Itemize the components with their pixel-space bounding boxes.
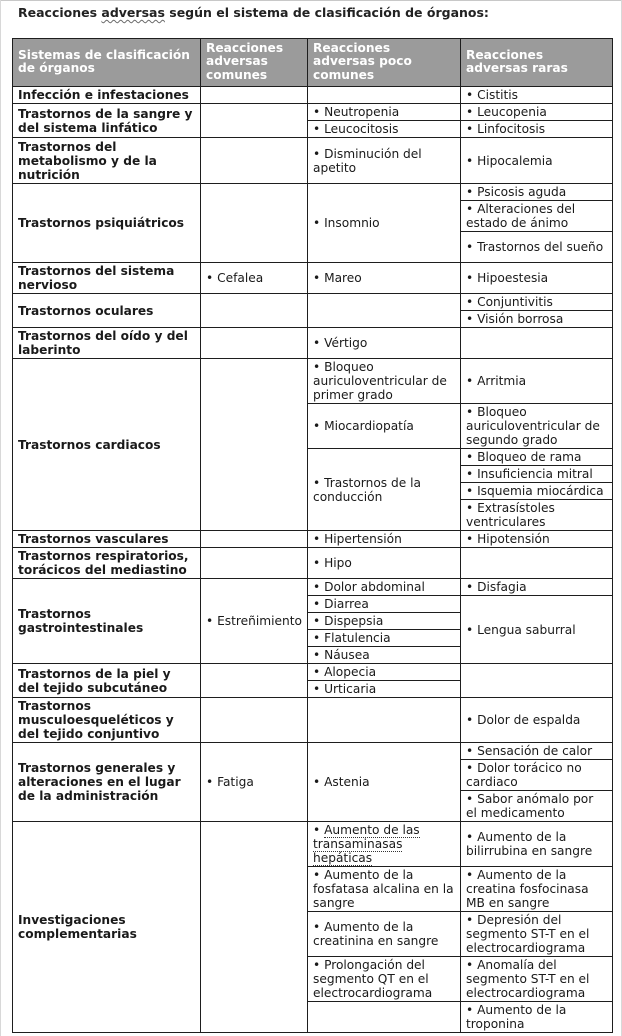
empty-cell	[308, 698, 461, 743]
empty-cell	[201, 104, 308, 138]
organ-class-cell: Trastornos respiratorios, torácicos del mediastino	[13, 548, 201, 579]
rare-reaction: • Sensación de calor	[461, 743, 613, 760]
empty-cell	[201, 184, 308, 263]
empty-cell	[201, 294, 308, 328]
common-reaction: • Cefalea	[201, 263, 308, 294]
empty-cell	[201, 531, 308, 548]
organ-class-cell: Trastornos del metabolismo y de la nutrición	[13, 138, 201, 184]
page-left-border	[0, 0, 1, 1036]
heading-text-start: Reacciones	[18, 5, 102, 20]
rare-reaction: • Sabor anómalo por el medicamento	[461, 791, 613, 822]
rare-reaction: • Bloqueo auriculoventricular de segundo grado	[461, 404, 613, 449]
page-top-border	[0, 0, 622, 1]
organ-class-cell: Trastornos psiquiátricos	[13, 184, 201, 263]
table-row	[13, 698, 613, 743]
rare-reaction: • Anomalía del segmento ST-T en el electrocardiograma	[461, 957, 613, 1002]
rare-reaction: • Dolor torácico no cardiaco	[461, 760, 613, 791]
empty-cell	[308, 294, 461, 328]
rare-reaction: • Psicosis aguda	[461, 184, 613, 201]
empty-cell	[308, 87, 461, 104]
table-row	[13, 328, 613, 359]
table-row	[13, 359, 613, 404]
table-row	[13, 87, 613, 104]
organ-class-cell: Trastornos musculoesqueléticos y del tejido conjuntivo	[13, 698, 201, 743]
uncommon-reaction: • Bloqueo auriculoventricular de primer grado	[308, 359, 461, 404]
organ-class-cell: Trastornos cardiacos	[13, 359, 201, 531]
uncommon-reaction: • Neutropenia	[308, 104, 461, 121]
table-row	[13, 822, 613, 867]
table-row	[13, 294, 613, 311]
uncommon-reaction-text: Aumento de las transaminasas hepáticas	[313, 823, 420, 865]
table-row	[13, 138, 613, 184]
uncommon-reaction: • Trastornos de la conducción	[308, 449, 461, 531]
table-row	[13, 263, 613, 294]
uncommon-reaction: • Dolor abdominal	[308, 579, 461, 596]
table-row	[13, 664, 613, 681]
rare-reaction: • Aumento de la bilirrubina en sangre	[461, 822, 613, 867]
rare-reaction: • Isquemia miocárdica	[461, 483, 613, 500]
header-rare: Reacciones adversas raras	[461, 39, 613, 87]
rare-reaction: • Bloqueo de rama	[461, 449, 613, 466]
empty-cell	[461, 548, 613, 579]
rare-reaction: • Disfagia	[461, 579, 613, 596]
rare-reaction: • Hipotensión	[461, 531, 613, 548]
spellcheck-marked-word: adversas	[101, 5, 165, 20]
uncommon-reaction: • Hipertensión	[308, 531, 461, 548]
rare-reaction: • Arritmia	[461, 359, 613, 404]
adverse-reactions-table	[12, 38, 613, 1033]
rare-reaction: • Cistitis	[461, 87, 613, 104]
uncommon-reaction: • Astenia	[308, 743, 461, 822]
uncommon-reaction: • Náusea	[308, 647, 461, 664]
uncommon-reaction: • Prolongación del segmento QT en el electrocardiograma	[308, 957, 461, 1002]
common-reaction: • Fatiga	[201, 743, 308, 822]
organ-class-cell: Trastornos generales y alteraciones en el lugar de la administración	[13, 743, 201, 822]
uncommon-reaction	[308, 822, 461, 867]
heading-text-end: según el sistema de clasificación de órganos:	[164, 5, 489, 20]
table-header-row	[13, 39, 613, 87]
empty-cell	[201, 328, 308, 359]
empty-cell	[308, 1002, 461, 1033]
uncommon-reaction: • Alopecia	[308, 664, 461, 681]
rare-reaction: • Linfocitosis	[461, 121, 613, 138]
organ-class-cell: Trastornos del sistema nervioso	[13, 263, 201, 294]
rare-reaction: • Leucopenia	[461, 104, 613, 121]
rare-reaction: • Visión borrosa	[461, 311, 613, 328]
empty-cell	[201, 138, 308, 184]
header-organ-class: Sistemas de clasificación de órganos	[13, 39, 201, 87]
uncommon-reaction: • Leucocitosis	[308, 121, 461, 138]
uncommon-reaction: • Urticaria	[308, 681, 461, 698]
empty-cell	[461, 664, 613, 698]
table-row	[13, 531, 613, 548]
uncommon-reaction: • Aumento de la creatinina en sangre	[308, 912, 461, 957]
organ-class-cell: Trastornos de la sangre y del sistema linfático	[13, 104, 201, 138]
header-uncommon: Reacciones adversas poco comunes	[308, 39, 461, 87]
rare-reaction: • Depresión del segmento ST-T en el electrocardiograma	[461, 912, 613, 957]
rare-reaction: • Alteraciones del estado de ánimo	[461, 201, 613, 232]
rare-reaction: • Aumento de la creatina fosfocinasa MB en sangre	[461, 867, 613, 912]
empty-cell	[201, 698, 308, 743]
rare-reaction: • Trastornos del sueño	[461, 232, 613, 263]
organ-class-cell: Trastornos del oído y del laberinto	[13, 328, 201, 359]
common-reaction: • Estreñimiento	[201, 579, 308, 664]
rare-reaction: • Hipoestesia	[461, 263, 613, 294]
empty-cell	[201, 822, 308, 1033]
uncommon-reaction: • Hipo	[308, 548, 461, 579]
rare-reaction: • Insuficiencia mitral	[461, 466, 613, 483]
organ-class-cell: Trastornos de la piel y del tejido subcutáneo	[13, 664, 201, 698]
rare-reaction: • Hipocalemia	[461, 138, 613, 184]
header-common: Reacciones adversas comunes	[201, 39, 308, 87]
organ-class-cell: Investigaciones complementarias	[13, 822, 201, 1033]
empty-cell	[461, 328, 613, 359]
organ-class-cell: Infección e infestaciones	[13, 87, 201, 104]
organ-class-cell: Trastornos oculares	[13, 294, 201, 328]
uncommon-reaction: • Dispepsia	[308, 613, 461, 630]
section-heading	[18, 5, 489, 20]
rare-reaction: • Dolor de espalda	[461, 698, 613, 743]
uncommon-reaction: • Disminución del apetito	[308, 138, 461, 184]
table-row	[13, 743, 613, 760]
empty-cell	[201, 664, 308, 698]
rare-reaction: • Conjuntivitis	[461, 294, 613, 311]
empty-cell	[201, 359, 308, 531]
uncommon-reaction: • Mareo	[308, 263, 461, 294]
uncommon-reaction: • Insomnio	[308, 184, 461, 263]
table-row	[13, 579, 613, 596]
uncommon-reaction: • Vértigo	[308, 328, 461, 359]
rare-reaction: • Extrasístoles ventriculares	[461, 500, 613, 531]
table-row	[13, 548, 613, 579]
uncommon-reaction: • Flatulencia	[308, 630, 461, 647]
rare-reaction: • Aumento de la troponina	[461, 1002, 613, 1033]
uncommon-reaction: • Miocardiopatía	[308, 404, 461, 449]
table-row	[13, 184, 613, 201]
rare-reaction: • Lengua saburral	[461, 596, 613, 664]
organ-class-cell: Trastornos gastrointestinales	[13, 579, 201, 664]
empty-cell	[201, 548, 308, 579]
table-row	[13, 104, 613, 121]
uncommon-reaction: • Aumento de la fosfatasa alcalina en la sangre	[308, 867, 461, 912]
empty-cell	[201, 87, 308, 104]
uncommon-reaction: • Diarrea	[308, 596, 461, 613]
organ-class-cell: Trastornos vasculares	[13, 531, 201, 548]
